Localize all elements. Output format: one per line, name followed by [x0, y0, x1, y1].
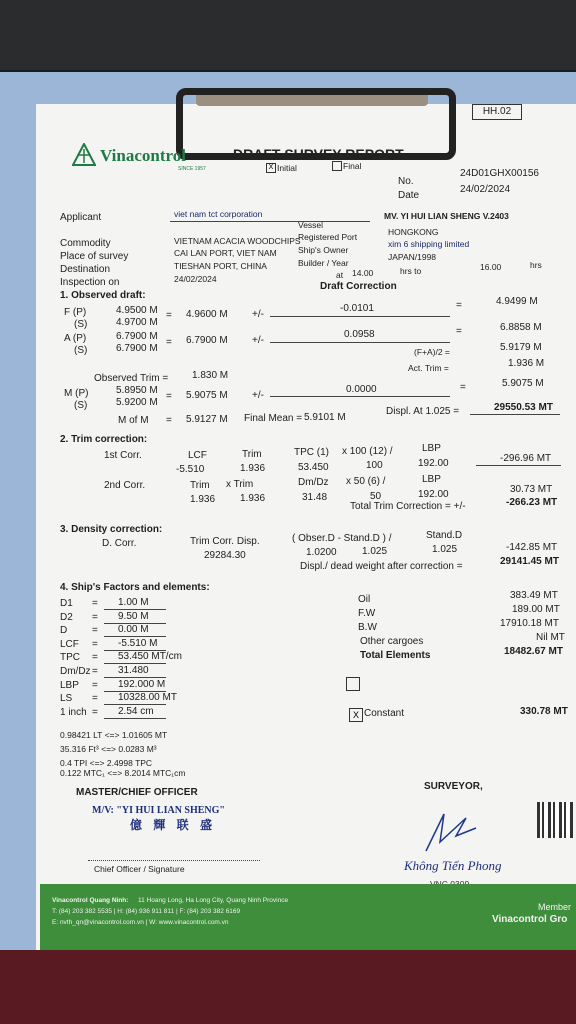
hrs-label: hrs	[530, 260, 542, 270]
std-density: 1.025	[362, 546, 388, 557]
eq-sign: =	[166, 391, 172, 402]
conv-4: 0.122 MTC₁ <=> 8.2014 MTC₁cm	[60, 768, 186, 778]
h-x100: x 100 (12) /	[342, 446, 393, 457]
applicant-value: viet nam tct corporation	[174, 209, 263, 219]
m-result: 5.9075 M	[502, 378, 544, 389]
trim-correction-heading: 2. Trim correction:	[60, 434, 148, 445]
pm-sign: +/-	[252, 309, 264, 320]
t2-value: 1.936	[240, 493, 266, 504]
tpc-value: 53.450	[298, 462, 329, 473]
registered-label: Registered Port	[298, 232, 358, 242]
factor-label: LS	[60, 693, 73, 705]
destination-label: Destination	[60, 264, 111, 275]
surveyor-name: Không Tiến Phong	[404, 858, 502, 873]
inspection-label: Inspection on	[60, 277, 120, 288]
oil-value: 383.49 MT	[510, 590, 558, 601]
h2-dmdz: Dm/Dz	[298, 477, 329, 488]
total-trim-label: Total Trim Correction = +/-	[350, 501, 466, 512]
factor-value: 10328.00 MT	[118, 692, 177, 704]
factor-label: D1	[60, 598, 73, 609]
pm-sign: +/-	[252, 335, 264, 346]
date-label: Date	[398, 190, 420, 201]
chief-officer-label: Chief Officer / Signature	[94, 864, 185, 874]
fp-value: 4.9500 M	[116, 305, 158, 316]
surveyor-signature-icon	[416, 806, 506, 856]
f-mean: 4.9600 M	[186, 309, 228, 320]
vessel-value: MV. YI HUI LIAN SHENG V.2403	[384, 211, 509, 221]
pm-sign: +/-	[252, 390, 264, 401]
x100-value: 100	[366, 460, 383, 471]
no-value: 24D01GHX00156	[460, 168, 539, 179]
eq-sign: =	[92, 638, 98, 650]
second-corr-label: 2nd Corr.	[104, 480, 146, 491]
desk-bottom	[0, 950, 576, 1024]
factor-label: LCF	[60, 638, 79, 650]
underline	[104, 718, 166, 719]
factor-value: 53.450 MT/cm	[118, 651, 182, 663]
constant-value: 330.78 MT	[520, 706, 568, 717]
registered-value: HONGKONG	[388, 227, 439, 237]
m-mean: 5.9075 M	[186, 390, 228, 401]
h-lbp: LBP	[422, 443, 441, 454]
factor-label: LBP	[60, 679, 79, 691]
obs-density: 1.0200	[306, 547, 337, 558]
applicant-label: Applicant	[60, 212, 102, 223]
total-elements-label: Total Elements	[360, 650, 431, 661]
h-tpc: TPC (1)	[294, 447, 329, 458]
eq-sign: =	[92, 693, 98, 705]
mofm-label: M of M	[118, 415, 149, 426]
std-density-2: 1.025	[432, 544, 458, 555]
at-label: at	[336, 270, 344, 280]
footer-member: Member	[538, 902, 572, 912]
factor-value: 9.50 M	[118, 610, 149, 622]
hrs-to-label: hrs to	[400, 266, 422, 276]
factor-value: -5.510 M	[118, 637, 158, 649]
eq-sign: =	[166, 337, 172, 348]
eq-sign: =	[460, 382, 466, 393]
ms-value: 5.9200 M	[116, 397, 158, 408]
owner-value: xim 6 shipping limited	[388, 239, 470, 249]
displ-label: Displ. At 1.025 =	[386, 406, 460, 417]
ap-value: 6.7900 M	[116, 331, 158, 342]
other-label: Other cargoes	[360, 636, 424, 647]
observed-draft-heading: 1. Observed draft:	[60, 290, 146, 301]
h2-trim2: x Trim	[226, 479, 254, 490]
d-corr-label: D. Corr.	[102, 538, 137, 549]
a-result: 6.8858 M	[500, 322, 542, 333]
factor-label: Dm/Dz	[60, 666, 91, 677]
f-result: 4.9499 M	[496, 296, 538, 307]
place-value: CAI LAN PORT, VIET NAM	[174, 248, 277, 258]
form-code-box: HH.02	[472, 104, 522, 120]
inspection-value: 24/02/2024	[174, 274, 217, 284]
final-mean-value: 5.9101 M	[304, 412, 346, 423]
date-value: 24/02/2024	[460, 184, 511, 195]
final-mean-label: Final Mean =	[244, 413, 303, 424]
mp-label: M (P)	[64, 388, 89, 399]
act-trim-label: Act. Trim =	[408, 363, 449, 373]
constant-label: Constant	[364, 708, 405, 719]
conv-3: 0.4 TPI <=> 2.4998 TPC	[60, 758, 153, 768]
h2-lbp: LBP	[422, 474, 441, 485]
mp-value: 5.8950 M	[116, 385, 158, 396]
tcd-label: Trim Corr. Disp.	[190, 536, 260, 547]
surveyor-label: SURVEYOR,	[424, 781, 483, 792]
bw-label: B.W	[358, 622, 377, 633]
ms-label: (S)	[74, 400, 88, 411]
total-trim-value: -266.23 MT	[506, 497, 558, 508]
conv-2: 35.316 Ft³ <=> 0.0283 M³	[60, 744, 157, 754]
as-label: (S)	[74, 345, 88, 356]
factor-value: 31.480	[118, 665, 149, 676]
footer-phone: T: (84) 203 382 5535 | H: (84) 936 911 811 | F: (84) 203 382 6169	[52, 908, 241, 915]
footer-address: 11 Hoang Long, Ha Long City, Quang Ninh Province	[138, 897, 289, 904]
as-value: 6.7900 M	[116, 343, 158, 354]
fs-label: (S)	[74, 319, 88, 330]
fa2-value: 5.9179 M	[500, 342, 542, 353]
eq-sign: =	[92, 666, 98, 677]
density-result: -142.85 MT	[506, 542, 558, 553]
stand-d-label: Stand.D	[426, 530, 463, 541]
after-correction-value: 29141.45 MT	[500, 556, 559, 567]
bw-value: 17910.18 MT	[500, 618, 559, 629]
footer-group: Vinacontrol Gro	[492, 914, 568, 925]
eq-sign: =	[92, 625, 98, 637]
initial-checkbox: X	[266, 163, 276, 173]
h2-trim: Trim	[190, 480, 210, 491]
page-title: DRAFT SURVEY REPORT	[233, 146, 404, 162]
eq-sign: =	[166, 310, 172, 321]
eq-sign: =	[92, 679, 98, 691]
factors-heading: 4. Ship's Factors and elements:	[60, 582, 210, 593]
oil-label: Oil	[358, 594, 371, 605]
destination-value: TIESHAN PORT, CHINA	[174, 261, 267, 271]
h-lcf: LCF	[188, 450, 207, 461]
lbp-value: 192.00	[418, 458, 449, 469]
eq-sign: =	[456, 300, 462, 311]
a-corr: 0.0958	[344, 329, 375, 340]
place-label: Place of survey	[60, 251, 129, 262]
eq-sign: =	[92, 611, 98, 623]
h-trim: Trim	[242, 449, 262, 460]
commodity-value: VIETNAM ACACIA WOODCHIPS	[174, 236, 301, 246]
fa2-label: (F+A)/2 =	[414, 347, 450, 357]
eq-sign: =	[92, 706, 98, 718]
h2-x50: x 50 (6) /	[346, 476, 386, 487]
second-corr-value: 30.73 MT	[510, 484, 553, 495]
factor-label: TPC	[60, 652, 80, 664]
vessel-label: Vessel	[298, 220, 324, 230]
desk-background	[0, 0, 576, 70]
commodity-label: Commodity	[60, 238, 111, 249]
to-value: 16.00	[480, 262, 502, 272]
footer-email: E: nvth_qn@vinacontrol.com.vn | W: www.vinacontrol.com.vn	[52, 919, 229, 926]
first-corr-value: -296.96 MT	[500, 453, 552, 464]
factor-value: 0.00 M	[118, 624, 149, 636]
factor-value: 192.000 M	[118, 678, 166, 690]
m-corr: 0.0000	[346, 384, 377, 395]
tcd-value: 29284.30	[204, 550, 246, 561]
constant-checkbox: X	[349, 708, 363, 722]
eq-sign: =	[166, 415, 172, 426]
eq-sign: =	[92, 652, 98, 664]
a-mean: 6.7900 M	[186, 335, 228, 346]
qr-code-icon	[537, 802, 573, 838]
dmdz-value: 31.48	[302, 492, 328, 503]
other-value: Nil MT	[536, 632, 565, 643]
owner-label: Ship's Owner	[298, 245, 349, 255]
conv-1: 0.98421 LT <=> 1.01605 MT	[60, 730, 168, 740]
factor-value: 1.00 M	[118, 597, 149, 608]
eq-sign: =	[92, 598, 98, 609]
initial-label: Initial	[277, 163, 297, 173]
t1-value: 1.936	[190, 494, 216, 505]
fw-label: F.W	[358, 608, 376, 619]
f-corr: -0.0101	[340, 303, 374, 314]
first-corr-label: 1st Corr.	[104, 450, 142, 461]
total-elements-value: 18482.67 MT	[504, 646, 563, 657]
company-logo-text: Vinacontrol	[100, 146, 186, 165]
x50-value: 50	[370, 491, 382, 502]
density-heading: 3. Density correction:	[60, 524, 163, 535]
at-value: 14.00	[352, 268, 374, 278]
trim-value: 1.936	[240, 463, 266, 474]
vessel-stamp-line1: M/V: "YI HUI LIAN SHENG"	[92, 805, 225, 816]
observed-trim-value: 1.830 M	[192, 370, 229, 381]
fp-label: F (P)	[64, 307, 87, 318]
factor-value: 2.54 cm	[118, 705, 154, 717]
final-label: Final	[343, 161, 362, 171]
builder-value: JAPAN/1998	[388, 252, 437, 262]
eq-sign: =	[456, 326, 462, 337]
blank-checkbox	[346, 677, 360, 691]
mofm-value: 5.9127 M	[186, 414, 228, 425]
displ-value: 29550.53 MT	[494, 402, 553, 413]
no-label: No.	[398, 176, 414, 187]
factor-label: 1 inch	[60, 706, 87, 718]
master-label: MASTER/CHIEF OFFICER	[76, 787, 198, 798]
draft-correction-heading: Draft Correction	[320, 281, 397, 292]
act-trim-value: 1.936 M	[508, 358, 545, 369]
since-label: SINCE 1957	[178, 166, 206, 172]
vessel-stamp-line2: 億 輝 联 盛	[130, 818, 217, 832]
vinacontrol-logo-icon	[72, 143, 96, 167]
density-formula: ( Obser.D - Stand.D ) /	[292, 533, 392, 544]
observed-trim-label: Observed Trim =	[94, 373, 169, 384]
final-checkbox	[332, 161, 342, 171]
fw-value: 189.00 MT	[512, 604, 560, 615]
lcf-value: -5.510	[176, 464, 205, 475]
factor-label: D2	[60, 611, 73, 623]
ap-label: A (P)	[64, 333, 87, 344]
lbp2-value: 192.00	[418, 489, 449, 500]
factor-label: D	[60, 625, 68, 637]
builder-label: Builder / Year	[298, 258, 349, 268]
fs-value: 4.9700 M	[116, 317, 158, 328]
after-correction-label: Displ./ dead weight after correction =	[300, 561, 463, 572]
footer-office: Vinacontrol Quang Ninh:	[52, 897, 129, 904]
